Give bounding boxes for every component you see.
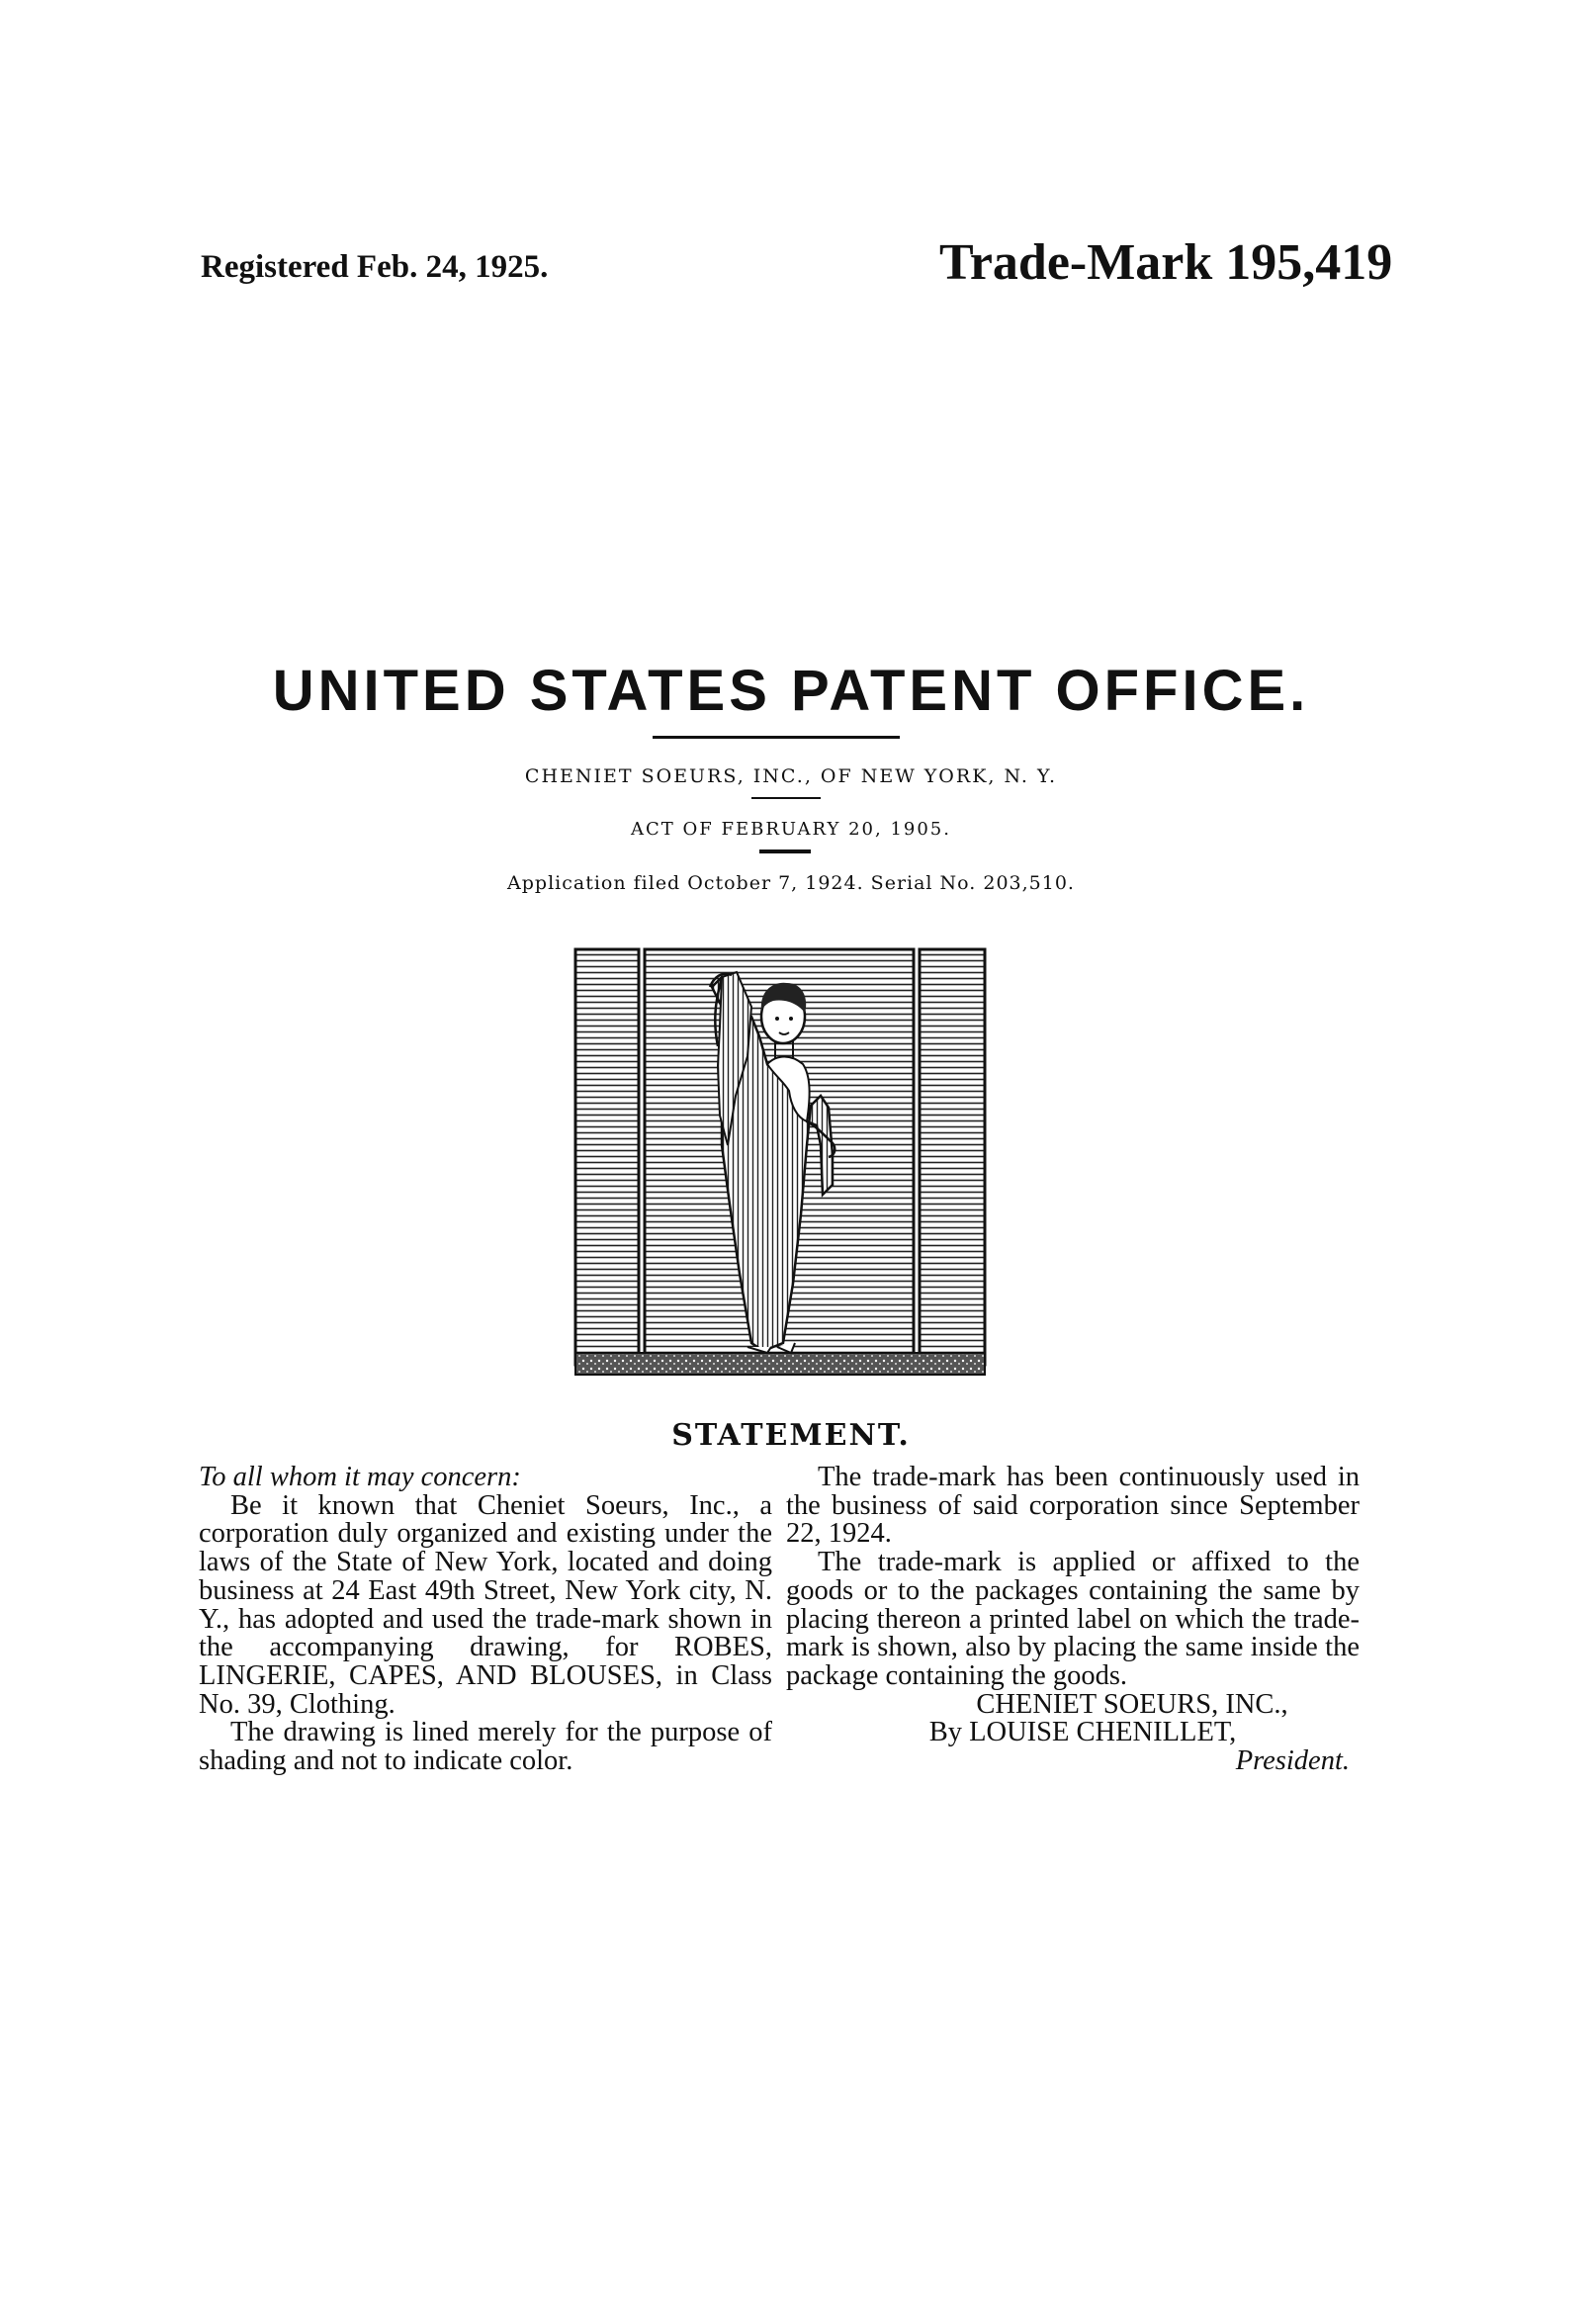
act-line: ACT OF FEBRUARY 20, 1905. <box>631 819 951 840</box>
registration-date: Registered Feb. 24, 1925. <box>201 249 549 285</box>
statement-paragraph: The trade-mark has been continuously used in the business of said corporation since September 22, 1924. <box>786 1462 1360 1550</box>
office-title: UNITED STATES PATENT OFFICE. <box>272 659 1310 723</box>
salutation: To all whom it may concern: <box>199 1462 521 1492</box>
signature-title: President. <box>1235 1745 1350 1777</box>
statement-paragraph: Be it known that Cheniet Soeurs, Inc., a corporation duly organized and existing under the laws of the State of New York, located and doing business at 24 East 49th Street, New York city, N. Y., has adopted and used the trade-mark shown in the accompanying drawing, for ROBES, LINGERIE, CAPES, AND BLOUSES, in Class No. 39, Clothing. <box>199 1489 772 1720</box>
divider-rule <box>653 736 900 739</box>
statement-paragraph: The trade-mark is applied or affixed to the goods or to the packages containing the same by placing thereon a printed label on which the trade-mark is shown, also by placing the same inside the package containing the goods. <box>786 1547 1360 1691</box>
signature-person: By LOUISE CHENILLET, <box>928 1717 1237 1748</box>
statement-left-column <box>199 1464 772 1776</box>
divider-rule <box>751 797 821 799</box>
statement-right-column <box>786 1464 1360 1776</box>
trademark-drawing-icon <box>573 947 987 1377</box>
signature-company: CHENIET SOEURS, INC., <box>976 1688 1288 1720</box>
divider-rule <box>759 849 811 853</box>
statement-paragraph: The drawing is lined merely for the purpose of shading and not to indicate color. <box>199 1717 772 1777</box>
company-line: CHENIET SOEURS, INC., OF NEW YORK, N. Y. <box>524 765 1058 787</box>
statement-title: STATEMENT. <box>671 1418 911 1453</box>
trademark-number: Trade-Mark 195,419 <box>939 234 1393 291</box>
application-line: Application filed October 7, 1924. Serial No. 203,510. <box>507 872 1075 894</box>
